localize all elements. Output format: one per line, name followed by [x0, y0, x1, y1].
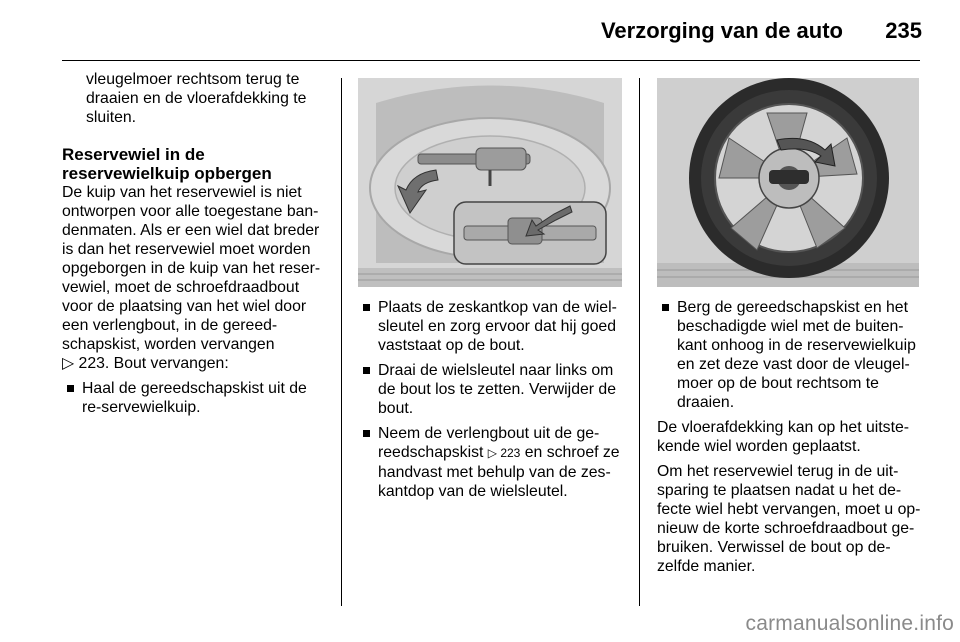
figure-wrench-on-bolt — [358, 78, 622, 287]
figure-spare-wheel — [657, 78, 919, 287]
column-3 — [657, 292, 921, 576]
instruction-step-text: en schroef ze handvast met behulp van de zes-kantdop van de wielsleutel. — [378, 444, 620, 500]
figure-spare-wheel-illustration — [657, 78, 919, 287]
watermark: carmanualsonline.info — [745, 612, 954, 635]
continued-text: vleugelmoer rechtsom terug te draaien en de vloerafdekking te sluiten. — [86, 71, 307, 126]
section-paragraph — [62, 183, 330, 373]
figure-wrench-illustration — [358, 78, 622, 287]
instruction-step — [358, 424, 626, 501]
paragraph: De vloerafdekking kan op het uitste-kende wiel worden geplaatst. — [657, 419, 910, 455]
column-2 — [358, 292, 626, 501]
cross-reference-link[interactable]: ▷ 223. Bout vervangen: — [62, 355, 229, 372]
instruction-step-text: Neem de verlengbout uit de ge-reedschapskist — [378, 425, 600, 461]
column-divider-1 — [341, 78, 342, 606]
page-header — [0, 0, 960, 62]
instruction-step: Haal de gereedschapskist uit de re-servewielkuip. — [62, 379, 330, 417]
paragraph: Om het reservewiel terug in de uit-sparing te plaatsen nadat u het de-fecte wiel hebt vervangen, moet u op-nieuw de korte schroefdraadbout ge-bruiken. Verwissel de bout op de-zelfde manier. — [657, 463, 921, 575]
page-number: 235 — [885, 18, 922, 43]
section-paragraph-text: De kuip van het reservewiel is niet ontworpen voor alle toegestane ban-denmaten. Als er een wiel dat breder is dan het reservewiel moet worden opgeborgen in de kuip van het reser-vewiel, moet de schroefdraadbout voor de plaatsing van het wiel door een verlengbout, in de gereed-schapskist, worden vervangen — [62, 184, 321, 353]
section-title: Reservewiel in de reservewielkuip opbergen — [62, 145, 272, 183]
instruction-step: Plaats de zeskantkop van de wiel-sleutel en zorg ervoor dat hij goed vaststaat op de bout. — [358, 298, 626, 355]
page-title: Verzorging van de auto — [600, 18, 843, 43]
column-divider-2 — [639, 78, 640, 606]
column-1 — [62, 70, 330, 417]
header-rule — [62, 60, 920, 61]
instruction-step: Draai de wielsleutel naar links om de bout los te zetten. Verwijder de bout. — [358, 361, 626, 418]
instruction-step: Berg de gereedschapskist en het beschadigde wiel met de buiten-kant onhoog in de reservewielkuip en zet deze vast door de vleugel-moer op de bout rechtsom te draaien. — [657, 298, 921, 412]
cross-reference-link[interactable]: ▷ 223 — [487, 446, 521, 460]
